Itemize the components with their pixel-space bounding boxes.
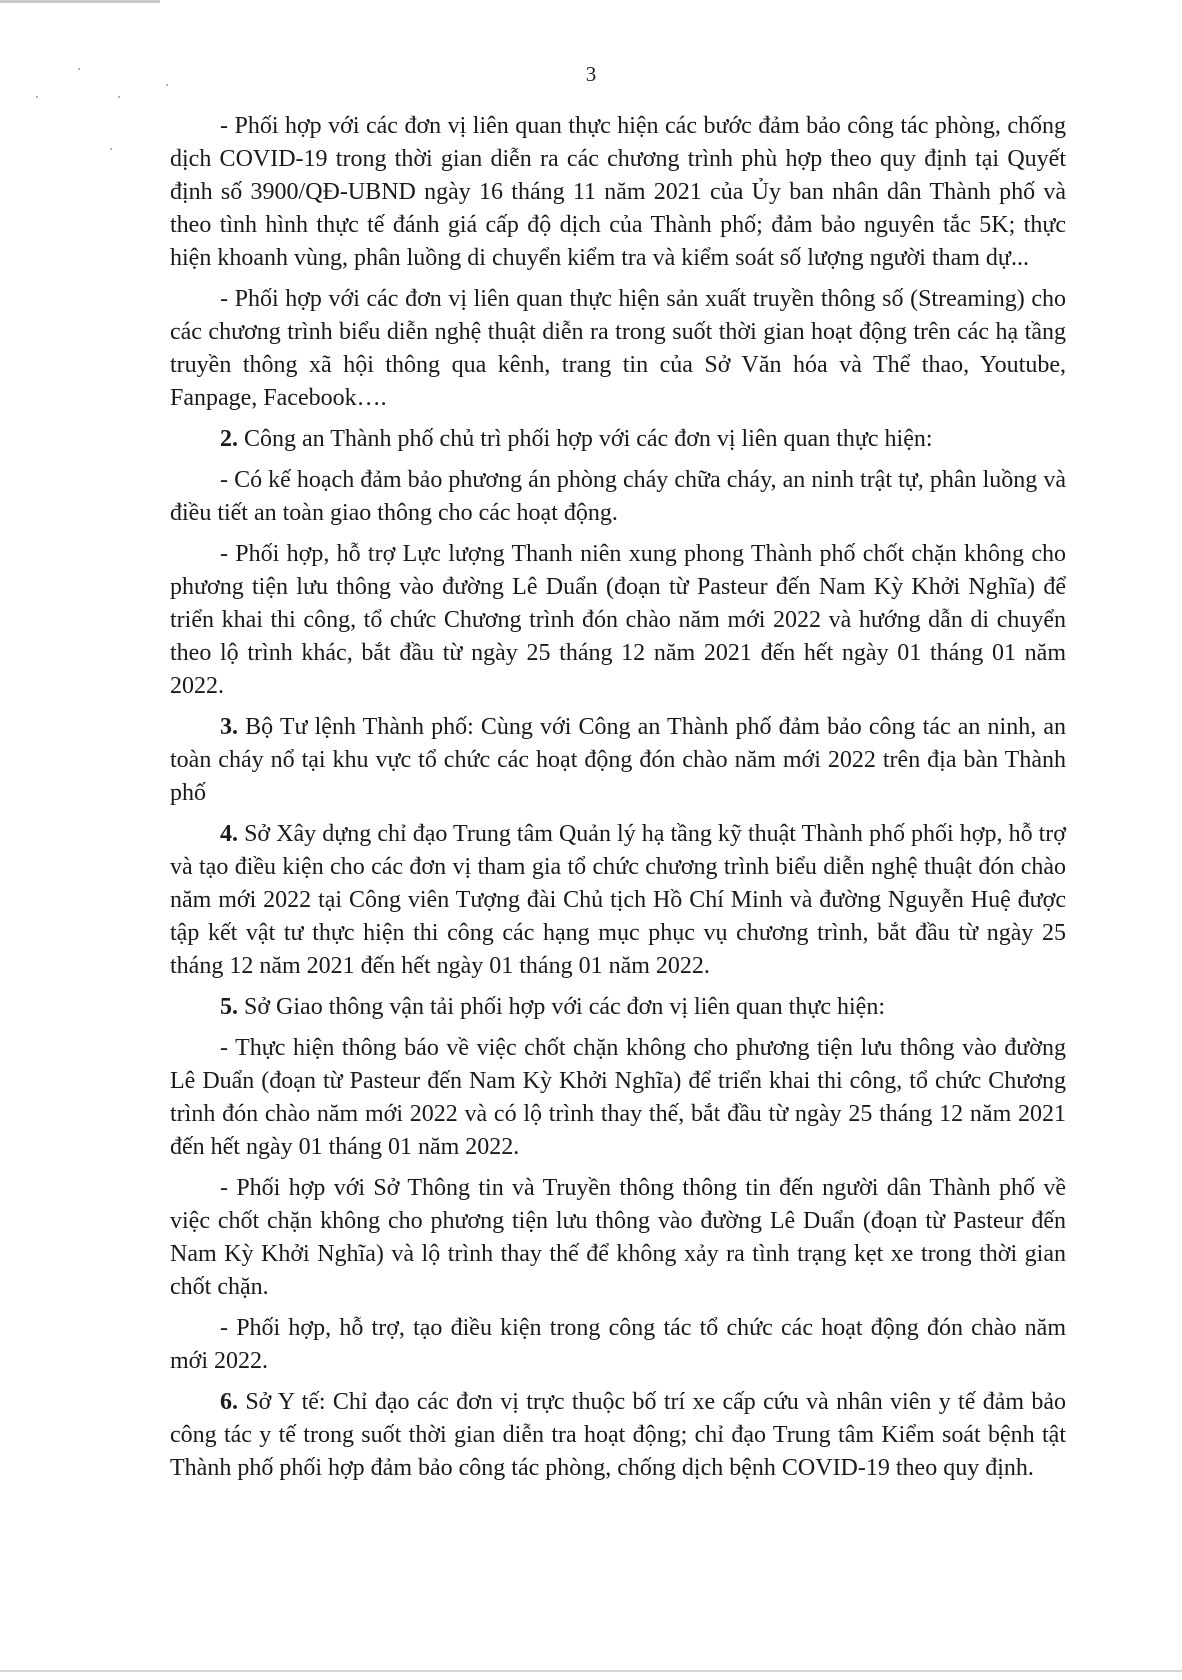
- scan-speck: [110, 148, 112, 150]
- paragraph-item-6: 6. Sở Y tế: Chỉ đạo các đơn vị trực thuộc bố trí xe cấp cứu và nhân viên y tế đảm bảo công tác y tế trong suốt thời gian diễn tra hoạt động; chỉ đạo Trung tâm Kiểm soát bệnh tật Thành phố phối hợp đảm bảo công tác phòng, chống dịch bệnh COVID-19 theo quy định.: [170, 1389, 1066, 1481]
- paragraph-road-block-police: - Phối hợp, hỗ trợ Lực lượng Thanh niên xung phong Thành phố chốt chặn không cho phương tiện lưu thông vào đường Lê Duẩn (đoạn từ Pasteur đến Nam Kỳ Khởi Nghĩa) để triển khai thi công, tổ chức Chương trình đón chào năm mới 2022 và hướng dẫn di chuyển theo lộ trình khác, bắt đầu từ ngày 25 tháng 12 năm 2021 đến hết ngày 01 tháng 01 năm 2022.: [170, 541, 1066, 699]
- paragraph-item-5: 5. Sở Giao thông vận tải phối hợp với các đơn vị liên quan thực hiện:: [220, 994, 885, 1020]
- scan-edge-bottom: [0, 1670, 1182, 1672]
- page-number: 3: [585, 62, 597, 86]
- paragraph-item-2: 2. Công an Thành phố chủ trì phối hợp với các đơn vị liên quan thực hiện:: [220, 426, 933, 452]
- scan-edge-top: [0, 0, 160, 3]
- paragraph-item-3: 3. Bộ Tư lệnh Thành phố: Cùng với Công an Thành phố đảm bảo công tác an ninh, an toàn cháy nổ tại khu vực tổ chức các hoạt động đón chào năm mới 2022 trên địa bàn Thành phố: [170, 714, 1066, 806]
- paragraph-traffic-notice: - Thực hiện thông báo về việc chốt chặn không cho phương tiện lưu thông vào đường Lê Duẩn (đoạn từ Pasteur đến Nam Kỳ Khởi Nghĩa) để triển khai thi công, tổ chức Chương trình đón chào năm mới 2022 và có lộ trình thay thế, bắt đầu từ ngày 25 tháng 12 năm 2021 đến hết ngày 01 tháng 01 năm 2022.: [170, 1035, 1066, 1160]
- paragraph-streaming: - Phối hợp với các đơn vị liên quan thực hiện sản xuất truyền thông số (Streaming) cho các chương trình biểu diễn nghệ thuật diễn ra trong suốt thời gian hoạt động trên các hạ tầng truyền thông xã hội thông qua kênh, trang tin của Sở Văn hóa và Thể thao, Youtube, Fanpage, Facebook….: [170, 286, 1066, 411]
- document-body: [170, 110, 1066, 1493]
- scan-speck: [36, 96, 38, 98]
- paragraph-covid-measures: - Phối hợp với các đơn vị liên quan thực hiện các bước đảm bảo công tác phòng, chống dịch COVID-19 trong thời gian diễn ra các chương trình phù hợp theo quy định tại Quyết định số 3900/QĐ-UBND ngày 16 tháng 11 năm 2021 của Ủy ban nhân dân Thành phố và theo tình hình thực tế đánh giá cấp độ dịch của Thành phố; đảm bảo nguyên tắc 5K; thực hiện khoanh vùng, phân luồng di chuyển kiểm tra và kiểm soát số lượng người tham dự...: [170, 113, 1066, 271]
- paragraph-item-4: 4. Sở Xây dựng chỉ đạo Trung tâm Quản lý hạ tầng kỹ thuật Thành phố phối hợp, hỗ trợ và tạo điều kiện cho các đơn vị tham gia tổ chức chương trình biểu diễn nghệ thuật đón chào năm mới 2022 tại Công viên Tượng đài Chủ tịch Hồ Chí Minh và đường Nguyễn Huệ được tập kết vật tư thực hiện thi công các hạng mục phục vụ chương trình, bắt đầu từ ngày 25 tháng 12 năm 2021 đến hết ngày 01 tháng 01 năm 2022.: [170, 821, 1066, 979]
- paragraph-fire-safety: - Có kế hoạch đảm bảo phương án phòng cháy chữa cháy, an ninh trật tự, phân luồng và điều tiết an toàn giao thông cho các hoạt động.: [170, 467, 1066, 526]
- paragraph-support-events: - Phối hợp, hỗ trợ, tạo điều kiện trong công tác tổ chức các hoạt động đón chào năm mới 2022.: [170, 1315, 1066, 1374]
- paragraph-info-to-citizens: - Phối hợp với Sở Thông tin và Truyền thông thông tin đến người dân Thành phố về việc chốt chặn không cho phương tiện lưu thông vào đường Lê Duẩn (đoạn từ Pasteur đến Nam Kỳ Khởi Nghĩa) và lộ trình thay thế để không xảy ra tình trạng kẹt xe trong thời gian chốt chặn.: [170, 1175, 1066, 1300]
- scan-speck: [118, 96, 120, 98]
